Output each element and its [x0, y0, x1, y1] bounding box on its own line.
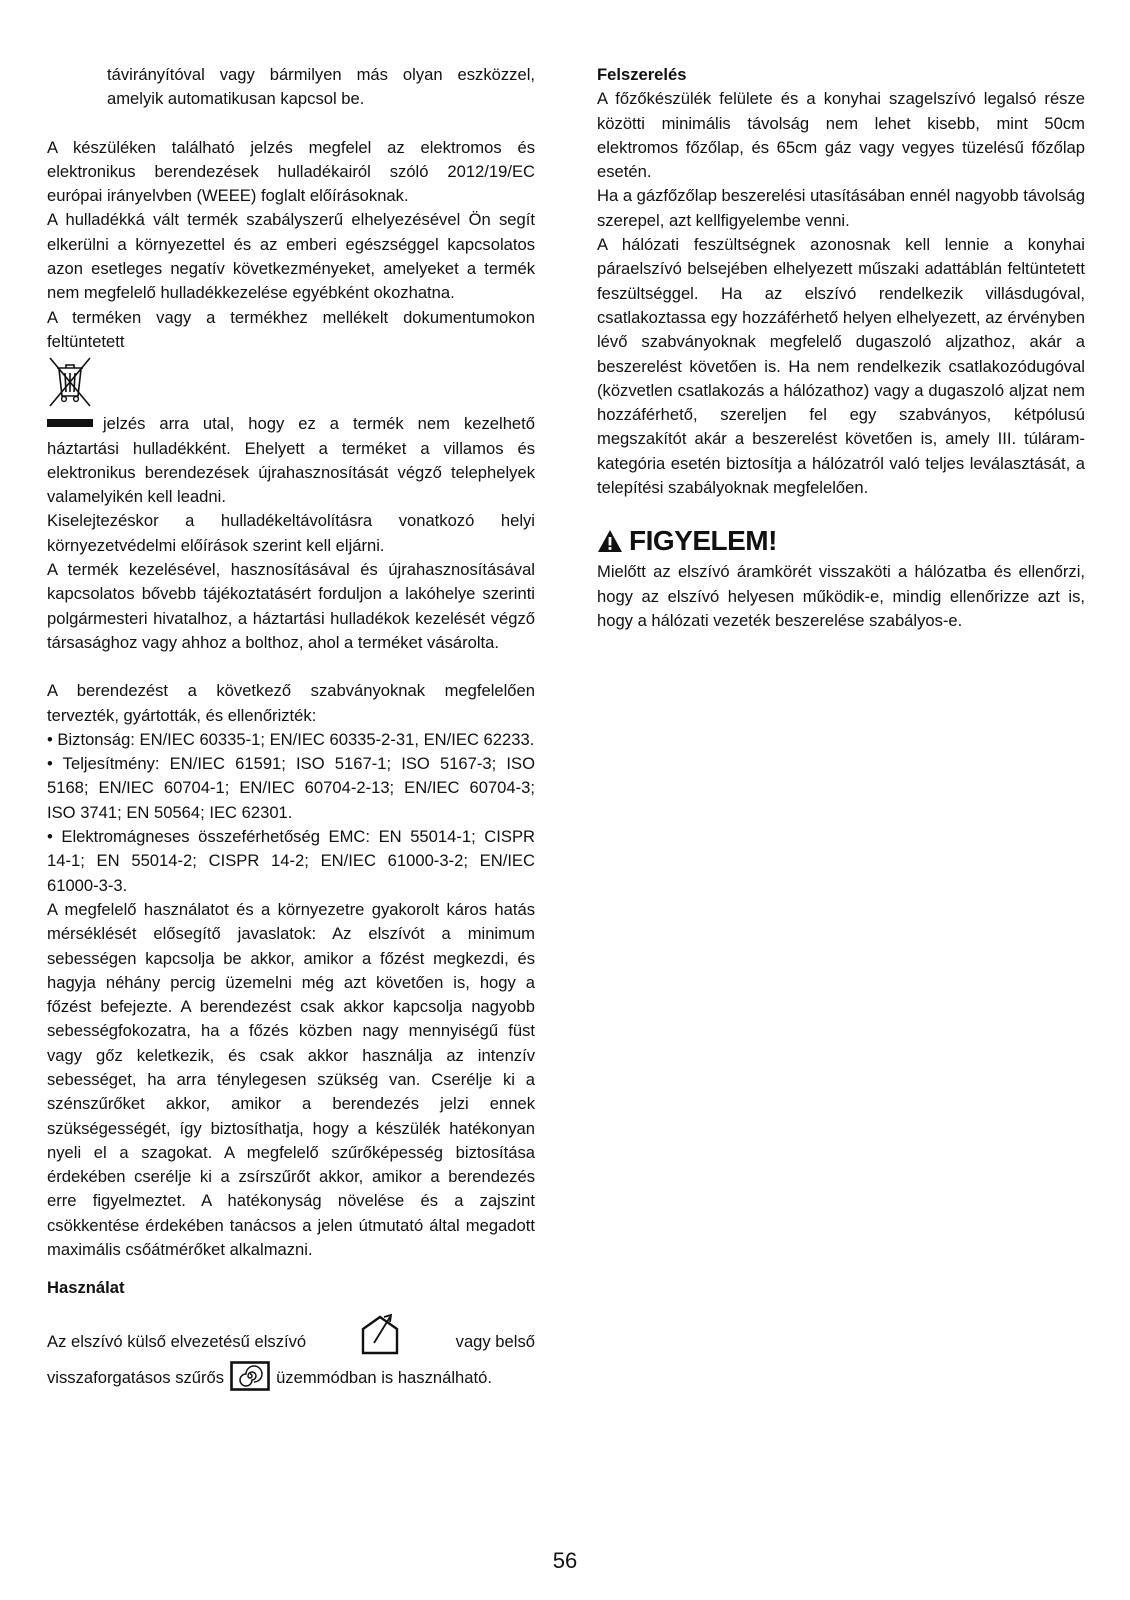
- eco-tips-paragraph: A megfelelő használatot és a környezetre gyakorolt káros hatás mérséklését elősegítő javaslatok: Az elszívót a minimum sebességen kapcsolja be akkor, amikor a főzést megkezdi, és hagyja néhány percig üzemelni még azt követően is, hogy a főzést befejezte. A berendezést csak akkor kapcsolja nagyobb sebességfokozatra, ha a főzés közben nagy mennyiségű füst vagy gőz keletkezik, és csak akkor használja az intenzív sebességet, ha arra ténylegesen szükség van. Cserélje ki a szénszűrőket akkor, amikor a berendezés jelzi ennek szükségességét, így biztosíthatja, hogy a készülék hatékonyan nyeli el a szagokat. A megfelelő szűrőképesség biztosítása érdekében cserélje ki a zsírszűrőt akkor, amikor a berendezés erre figyelmeztet. A hatékonyság növelése és a zajszint csökkentése érdekében tanácsos a jelen útmutató által megadott maximális csőátmérőket alkalmazni.: [47, 899, 535, 1260]
- right-column: [597, 63, 1085, 633]
- warning-text: Mielőtt az elszívó áramkörét visszaköti a hálózatba és ellenőrzi, hogy az elszívó helyesen működik-e, mindig ellenőrizze azt is, hogy a hálózati vezeték beszerelése szabályos-e.: [597, 562, 1085, 630]
- usage-text-2a: visszaforgatásos szűrős: [47, 1368, 225, 1388]
- page-number: 56: [552, 1548, 578, 1573]
- install-paragraph-2: Ha a gázfőzőlap beszerelési utasításában ennél nagyobb távolság szerepel, azt kellfigyelembe venni.: [597, 186, 1086, 230]
- weee-bar-icon: [47, 419, 93, 427]
- install-paragraph-3: A hálózati feszültségnek azonosnak kell lennie a konyhai páraelszívó belsejében elhelyezett műszaki adattáblán feltüntetett feszültséggel. Ha az elszívó rendelkezik villásdugóval, csatlakoztassa egy hozzáférhető helyen elhelyezett, az érvényben lévő szabványoknak megfelelő dugaszoló aljzathoz, akár a beszerelést követően is. Ha nem rendelkezik csatlakozódugóval (közvetlen csatlakozás a hálózathoz) vagy a dugaszoló aljzat nem hozzáférhető, szereljen fel egy szabványos, kétpólusú megszakítót akár a beszerelést követően is, amely III. túláram-kategória esetén biztosítja a hálózatról való teljes leválasztását, a telepítési szabályoknak megfelelően.: [597, 235, 1085, 498]
- recirculation-mode-icon: [230, 1361, 270, 1391]
- weee-paragraph-5: Kiselejtezéskor a hulladékeltávolításra vonatkozó helyi környezetvédelmi előírások szerint kell eljárni.: [47, 511, 535, 555]
- weee-paragraph-4: jelzés arra utal, hogy ez a termék nem kezelhető háztartási hulladékként. Ehelyett a terméket a villamos és elektronikus berendezések újrahasznosítását végző telephelyek valamelyikén kell leadni.: [47, 414, 535, 507]
- standards-intro: A berendezést a következő szabványoknak megfelelően tervezték, gyártották, és ellenőrizték:: [47, 681, 535, 725]
- warning-heading: [597, 524, 1085, 558]
- weee-paragraph-6: A termék kezelésével, hasznosításával és újrahasznosításával kapcsolatos bővebb tájékoztatásért forduljon a lakóhelye szerinti polgármesteri hivatalhoz, a háztartási hulladékok kezelését végző társasághoz vagy ahhoz a bolthoz, ahol a terméket vásárolta.: [47, 560, 535, 652]
- install-paragraph-1: A főzőkészülék felülete és a konyhai szagelszívó legalsó része közötti minimális távolság nem lehet kisebb, mint 50cm elektromos főzőlap, és 65cm gáz vagy vegyes tüzelésű főzőlap esetén.: [597, 89, 1085, 182]
- standards-performance: • Teljesítmény: EN/IEC 61591; ISO 5167-1; ISO 5167-3; ISO 5168; EN/IEC 60704-1; EN/IEC 60704-2-13; EN/IEC 60704-3; ISO 3741; EN 50564; IEC 62301.: [47, 754, 535, 822]
- install-heading: Felszerelés: [597, 65, 687, 84]
- intro-continued-text: távirányítóval vagy bármilyen más olyan eszközzel, amelyik automatikusan kapcsol be.: [107, 65, 535, 109]
- warning-triangle-icon: [597, 529, 623, 553]
- usage-line-1: [47, 1311, 535, 1355]
- usage-text-1a: Az elszívó külső elvezetésű elszívó: [47, 1332, 307, 1352]
- usage-text-2b: üzemmódban is használható.: [276, 1368, 492, 1388]
- ducted-mode-icon: [360, 1311, 402, 1355]
- warning-title: FIGYELEM!: [629, 525, 777, 557]
- standards-safety: • Biztonság: EN/IEC 60335-1; EN/IEC 60335-2-31, EN/IEC 62233.: [47, 729, 535, 749]
- usage-heading: Használat: [47, 1278, 125, 1298]
- weee-symbol: [47, 356, 535, 408]
- weee-paragraph-2: A hulladékká vált termék szabályszerű elhelyezésével Ön segít elkerülni a környezettel és az emberi egészséggel kapcsolatos azon esetleges negatív következményeket, amelyeket a termék nem megfelelő hulladékkezelése egyébként okozhatna.: [47, 210, 535, 303]
- crossed-bin-icon: [47, 356, 93, 408]
- weee-paragraph-3: A terméken vagy a termékhez mellékelt dokumentumokon feltüntetett: [47, 307, 535, 351]
- usage-line-2: [47, 1361, 535, 1391]
- left-column: [47, 63, 535, 1391]
- usage-text-1b: vagy belső: [455, 1332, 535, 1352]
- weee-paragraph-1: A készüléken található jelzés megfelel az elektromos és elektronikus berendezések hulladékairól szóló 2012/19/EC európai irányelvben (WEEE) foglalt előírásoknak.: [47, 137, 535, 206]
- standards-emc: • Elektromágneses összeférhetőség EMC: EN 55014-1; CISPR 14-1; EN 55014-2; CISPR 14-2; EN/IEC 61000-3-2; EN/IEC 61000-3-3.: [47, 827, 535, 895]
